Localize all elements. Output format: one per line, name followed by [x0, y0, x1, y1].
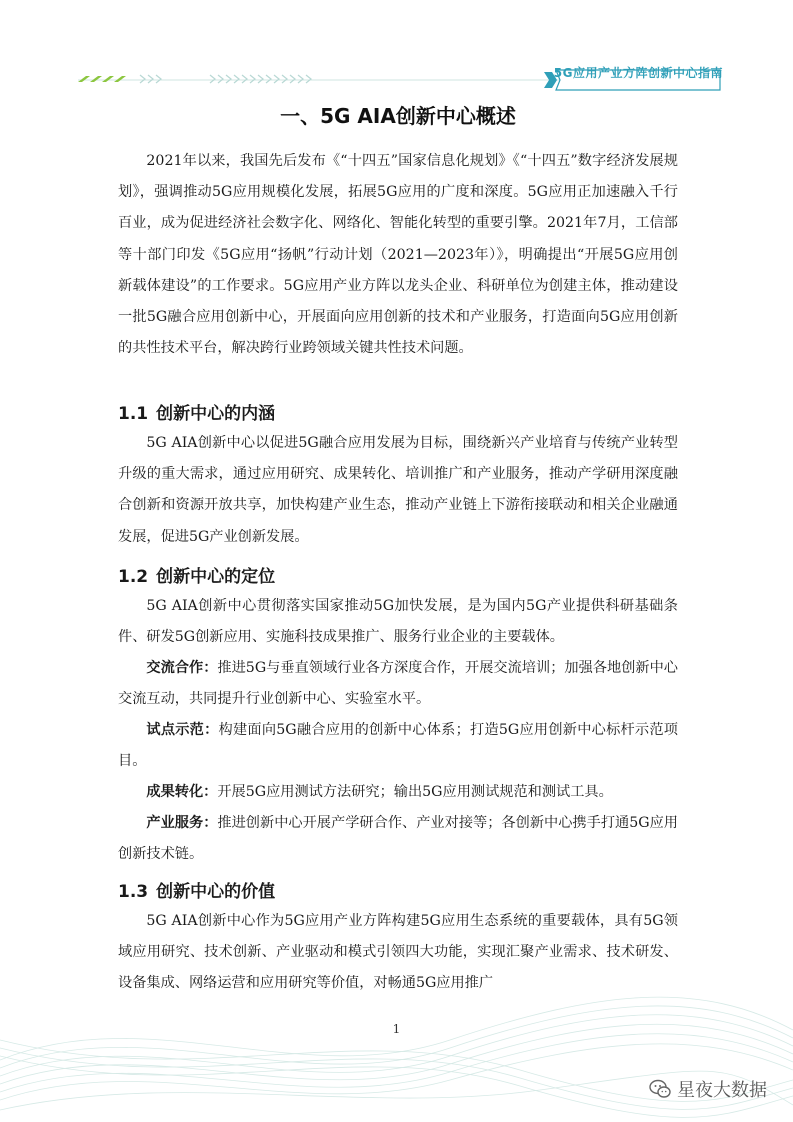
- section-heading-1-2: [118, 562, 275, 587]
- chapter-title: 一、5G AIA创新中心概述: [280, 104, 516, 128]
- section-title: 创新中心的价值: [156, 882, 276, 902]
- role-item-pilot: [118, 715, 678, 777]
- section-number: 1.3: [118, 882, 149, 902]
- role-term: 产业服务：: [146, 815, 218, 831]
- section-1-2-body: 5G AIA创新中心贯彻落实国家推动5G加快发展，是为国内5G产业提供科研基础条件、研发5G创新应用、实施科技成果推广、服务行业企业的主要载体。: [118, 598, 678, 646]
- intro-paragraph: 2021年以来，我国先后发布《“十四五”国家信息化规划》《“十四五”数字经济发展规划》，强调推动5G应用规模化发展，拓展5G应用的广度和深度。5G应用正加速融入千行百业，成为促进经济社会数字化、网络化、智能化转型的重要引擎。2021年7月，工信部等十部门印发《5G应用“扬帆”行动计划（2021—2023年）》，明确提出“开展5G应用创新载体建设”的工作要求。5G应用产业方阵以龙头企业、科研单位为创建主体，推动建设一批5G融合应用创新中心，开展面向应用创新的技术和产业服务，打造面向5G应用创新的共性技术平台，解决跨行业跨领域关键共性技术问题。: [118, 153, 678, 357]
- role-term: 交流合作：: [146, 660, 218, 676]
- section-heading-1-3: [118, 877, 275, 902]
- role-text: 推进创新中心开展产学研合作、产业对接等；各创新中心携手打通5G应用创新技术链。: [118, 815, 678, 863]
- role-term: 成果转化：: [146, 784, 218, 800]
- role-item-exchange: [118, 653, 678, 715]
- page-number: 1: [392, 1022, 401, 1036]
- role-item-service: [118, 808, 678, 870]
- role-text: 开展5G应用测试方法研究；输出5G应用测试规范和测试工具。: [217, 784, 613, 800]
- watermark-text: 星夜大数据: [677, 1080, 767, 1101]
- watermark: [649, 1076, 767, 1102]
- section-title: 创新中心的定位: [156, 567, 276, 587]
- role-text: 构建面向5G融合应用的创新中心体系；打造5G应用创新中心标杆示范项目。: [118, 722, 678, 770]
- section-heading-1-1: [118, 399, 275, 424]
- section-number: 1.1: [118, 404, 149, 424]
- section-1-1-body: 5G AIA创新中心以促进5G融合应用发展为目标，围绕新兴产业培育与传统产业转型升级的重大需求，通过应用研究、成果转化、培训推广和产业服务，推动产学研用深度融合创新和资源开放共享，加快构建产业生态，推动产业链上下游衔接联动和相关企业融通发展，促进5G产业创新发展。: [118, 435, 678, 545]
- document-tag: 5G应用产业方阵创新中心指南: [553, 66, 723, 80]
- section-title: 创新中心的内涵: [156, 404, 276, 424]
- role-item-transfer: [118, 777, 678, 808]
- role-term: 试点示范：: [146, 722, 219, 738]
- section-1-3-body: 5G AIA创新中心作为5G应用产业方阵构建5G应用生态系统的重要载体，具有5G领域应用研究、技术创新、产业驱动和模式引领四大功能，实现汇聚产业需求、技术研发、设备集成、网络运营和应用研究等价值，对畅通5G应用推广: [118, 913, 678, 992]
- wechat-icon: [649, 1079, 671, 1099]
- section-number: 1.2: [118, 567, 149, 587]
- role-text: 推进5G与垂直领域行业各方深度合作，开展交流培训；加强各地创新中心交流互动，共同提升行业创新中心、实验室水平。: [118, 660, 678, 708]
